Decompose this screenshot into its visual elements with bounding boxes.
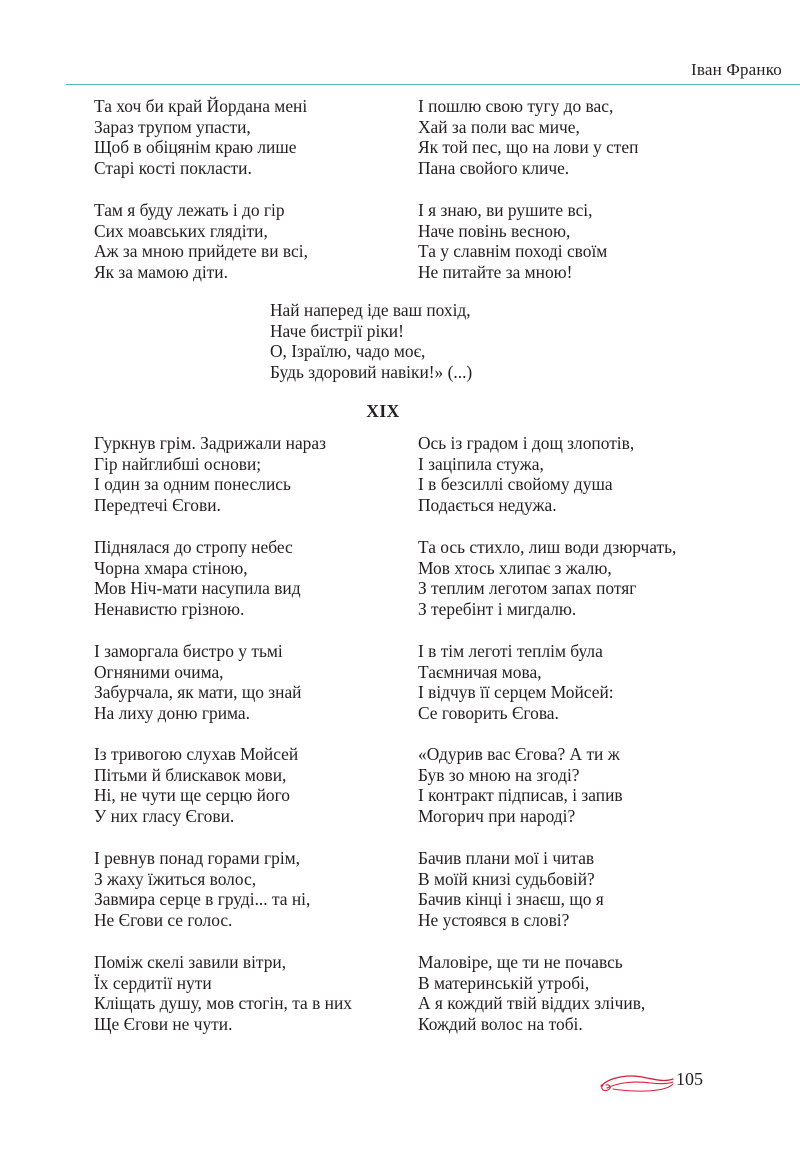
verse-line: В моїй книзі судьбовій? xyxy=(418,868,595,889)
verse-line: Кождий волос на тобі. xyxy=(418,1013,583,1034)
verse-line: Не Єгови се голос. xyxy=(94,909,233,930)
stanza xyxy=(94,200,308,282)
page-ornament-icon xyxy=(597,1070,677,1100)
stanza xyxy=(94,537,301,619)
verse-line: Був зо мною на згоді? xyxy=(418,764,580,785)
verse-line: Поміж скелі завили вітри, xyxy=(94,952,287,972)
flourish-stroke xyxy=(607,1082,673,1088)
verse-line: Най наперед іде ваш похід, xyxy=(270,300,471,320)
verse-line: Ні, не чути ще серцю його xyxy=(94,785,291,806)
verse-line: «Одурив вас Єгова? А ти ж xyxy=(418,744,620,764)
verse-line: Хай за поли вас миче, xyxy=(418,116,580,137)
verse-line: Як той пес, що на лови у степ xyxy=(418,137,639,158)
section-title: XIX xyxy=(366,401,400,421)
verse-line: Огняними очима, xyxy=(94,661,224,682)
verse-line: О, Ізраїлю, чадо моє, xyxy=(270,341,426,362)
verse-line: Сих моавських глядіти, xyxy=(94,220,268,241)
stanza xyxy=(94,433,326,515)
verse-line: Як за мамою діти. xyxy=(94,261,228,282)
verse-line: Їх сердитії нути xyxy=(94,972,212,993)
verse-line: З жаху їжиться волос, xyxy=(94,868,257,889)
verse-line: Ще Єгови не чути. xyxy=(94,1013,233,1034)
verse-line: На лиху доню грима. xyxy=(94,702,250,723)
verse-line: Із тривогою слухав Мойсей xyxy=(94,744,299,764)
verse-line: Наче повінь весною, xyxy=(418,220,571,241)
verse-line: Мов хтось хлипає з жалю, xyxy=(418,557,612,578)
verse-line: Гір найглибші основи; xyxy=(94,453,262,474)
stanza xyxy=(418,200,607,282)
verse-line: І один за одним понеслись xyxy=(94,474,291,495)
stanza xyxy=(418,433,634,515)
flourish-stroke xyxy=(613,1084,673,1091)
verse-line: Зараз трупом упасти, xyxy=(94,116,251,137)
stanza xyxy=(418,848,604,930)
verse-line: Та ось стихло, лиш води дзюрчать, xyxy=(418,537,677,557)
verse-line: Могорич при народі? xyxy=(418,805,576,826)
verse-line: У них гласу Єгови. xyxy=(94,805,235,826)
verse-line: Забурчала, як мати, що знай xyxy=(94,682,302,703)
verse-line: Пітьми й блискавок мови, xyxy=(94,764,287,785)
stanza xyxy=(418,641,614,723)
verse-line: Чорна хмара стіною, xyxy=(94,557,248,578)
verse-line: Піднялася до стропу небес xyxy=(94,537,293,557)
verse-line: Будь здоровий навіки!» (...) xyxy=(270,361,473,382)
verse-line: І заціпила стужа, xyxy=(418,453,544,474)
stanza xyxy=(94,952,352,1034)
verse-line: І контракт підписав, і запив xyxy=(418,785,623,806)
verse-line: І відчув її серцем Мойсей: xyxy=(418,682,614,703)
flourish-stroke xyxy=(601,1076,673,1086)
verse-line: Бачив плани мої і читав xyxy=(418,848,595,868)
verse-line: Не питайте за мною! xyxy=(418,261,573,282)
verse-line: Бачив кінці і знаєш, що я xyxy=(418,889,604,910)
stanza xyxy=(270,300,472,382)
verse-line: Завмира серце в груді... та ні, xyxy=(94,889,311,910)
verse-line: З теплим леготом запах потяг xyxy=(418,578,637,599)
stanza xyxy=(418,744,623,826)
stanza xyxy=(94,848,310,930)
verse-line: І я знаю, ви рушите всі, xyxy=(418,200,593,220)
verse-line: Кліщать душу, мов стогін, та в них xyxy=(94,993,352,1014)
verse-line: Наче бистрії ріки! xyxy=(270,320,404,341)
verse-line: Се говорить Єгова. xyxy=(418,702,559,723)
verse-line: Передтечі Єгови. xyxy=(94,494,221,515)
verse-line: Та у славнім поході своїм xyxy=(418,241,608,262)
verse-line: Там я буду лежать і до гір xyxy=(94,200,285,220)
verse-line: Таємничая мова, xyxy=(418,661,542,682)
running-header-author: Іван Франко xyxy=(690,60,782,79)
verse-line: Щоб в обіцянім краю лише xyxy=(94,137,297,158)
verse-line: Не устоявся в слові? xyxy=(418,909,570,930)
stanza xyxy=(94,744,298,826)
verse-line: Подається недужа. xyxy=(418,494,557,515)
verse-line: І пошлю свою тугу до вас, xyxy=(418,96,614,116)
verse-line: Мов Ніч-мати насупила вид xyxy=(94,578,301,599)
verse-line: І в тім леготі теплім була xyxy=(418,641,603,661)
stanza xyxy=(94,96,307,178)
verse-line: В материнській утробі, xyxy=(418,972,590,993)
verse-line: Старі кості покласти. xyxy=(94,157,252,178)
stanza xyxy=(418,96,638,178)
verse-line: Ненавистю грізною. xyxy=(94,598,245,619)
verse-line: З теребінт і мигдалю. xyxy=(418,598,577,619)
stanza xyxy=(418,537,676,619)
verse-line: І ревнув понад горами грім, xyxy=(94,848,301,868)
verse-line: Та хоч би край Йордана мені xyxy=(94,96,308,116)
verse-line: Аж за мною прийдете ви всі, xyxy=(94,241,308,262)
stanza xyxy=(94,641,301,723)
verse-line: І заморгала бистро у тьмі xyxy=(94,641,283,661)
verse-line: А я кождий твій віддих злічив, xyxy=(418,993,646,1014)
verse-line: Маловіре, ще ти не почавсь xyxy=(418,952,623,972)
flourish-strokes xyxy=(601,1076,673,1091)
verse-line: Ось із градом і дощ злопотів, xyxy=(418,433,635,453)
verse-line: Пана свойого кличе. xyxy=(418,157,570,178)
header-rule xyxy=(66,84,800,85)
verse-line: Гуркнув грім. Задрижали нараз xyxy=(94,433,326,453)
stanza xyxy=(418,952,645,1034)
verse-line: І в безсиллі свойому душа xyxy=(418,474,613,495)
page-number: 105 xyxy=(676,1069,703,1089)
